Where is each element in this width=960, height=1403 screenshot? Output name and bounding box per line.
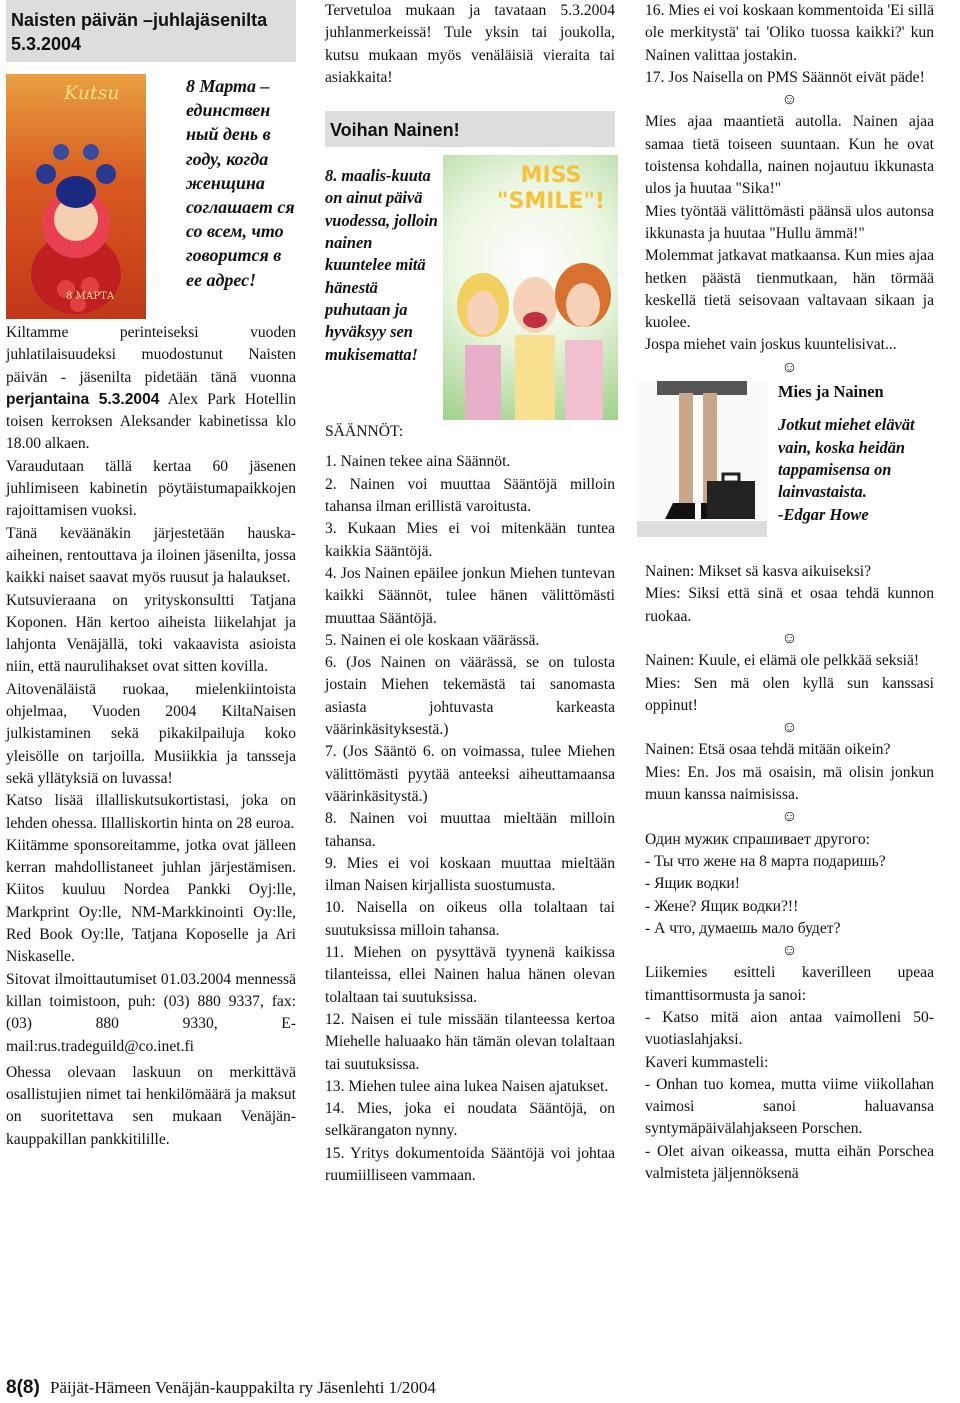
smiley-icon: ☺ <box>781 629 798 647</box>
story-ring <box>645 962 934 1185</box>
story-line: Mies työntää välittömästi päänsä ulos autonsa ikkunasta ja huutaa "Hullu ämmä!" <box>645 202 934 242</box>
russian-quote: 8 Марта – единствен ный день в году, когда женщина соглашает ся со всем, что говорится в ее адрес! <box>186 76 295 290</box>
event-header: Naisten päivän –juhlajäsenilta 5.3.2004 <box>6 0 296 62</box>
rule-item: 1. Nainen tekee aina Säännöt. <box>325 453 511 471</box>
card-caption: 8 МАРТА <box>66 291 115 302</box>
miss-smile-image <box>443 155 618 420</box>
dialog-3 <box>645 739 934 806</box>
rule-item: 15. Yritys dokumentoida Sääntöjä voi johtaa ruumiilliseen vammaan. <box>325 1144 615 1184</box>
quote-title: Mies ja Nainen <box>778 382 884 402</box>
rules-list <box>325 451 615 1187</box>
joke-line: Один мужик спрашивает другого: <box>645 830 870 848</box>
story-pig <box>645 111 934 356</box>
dialog-2 <box>645 650 934 717</box>
joke-line: - Ящик водки! <box>645 875 740 893</box>
page-footer <box>6 1377 436 1399</box>
story-line: Jospa miehet vain joskus kuuntelisivat... <box>645 336 897 354</box>
rule-item: 11. Miehen on pysyttävä tyynenä kaikissa tilanteissa, ellei Nainen halua hänen olevan tolaltaan tai suutuksissa. <box>325 944 615 1006</box>
dialog-line: Mies: En. Jos mä osaisin, mä olisin jonkun muun kanssa naimisissa. <box>645 763 934 804</box>
smiley-icon: ☺ <box>781 91 798 109</box>
rule-16: 16. Mies ei voi koskaan kommentoida 'Ei sillä ole merkitystä' tai 'Oliko tuossa kaikki?' kun Nainen valittaa jostakin. <box>645 2 934 64</box>
rule-item: 7. (Jos Sääntö 6. on voimassa, tulee Miehen välittömästi pyytää anteeksi aiheuttamaansa väärinkäsitystä.) <box>325 743 615 805</box>
invitation-card-image <box>6 74 146 319</box>
businessman-legs-illustration <box>637 381 767 537</box>
rule-item: 3. Kukaan Mies ei voi mitenkään tuntea kaikkia Sääntöjä. <box>325 520 615 560</box>
rule-item: 6. (Jos Nainen on väärässä, se on tulosta jostain Miehen tekemästä tai sanomasta asiasta johtuvasta karkeasta väärinkäsityksestä.) <box>325 654 615 739</box>
dialog-line: Mies: Sen mä olen kyllä sun kanssasi oppinut! <box>645 674 934 714</box>
intro-paragraph: Kiltamme perinteiseksi vuoden juhlatilaisuudeksi muodostunut Naisten päivän - jäsenilta pidetään tänä vuonna perjantaina 5.3.2004 Alex Park Hotellin toisen kerroksen Aleksander kabinetissa klo 18.00 alkaen. <box>6 324 296 453</box>
story-line: - Onhan tuo komea, mutta viime viikollahan vaimosi sanoi haluavansa syntymäpäivälahjakseen Porschen. <box>645 1075 934 1138</box>
page-number: 8(8) <box>6 1377 40 1398</box>
joke-line: - А что, думаешь мало будет? <box>645 919 841 937</box>
joke-line: - Жене? Ящик водки?!! <box>645 897 799 915</box>
dialog-line: Nainen: Etsä osaa tehdä mitään oikein? <box>645 741 891 759</box>
paragraph: Aitovenäläistä ruokaa, mielenkiintoista ohjelmaa, Vuoden 2004 KiltaNaisen julkistaminen sekä pikakilpailuja koko yleisölle on tarjoilla. Musiikkia ja tansseja sekä yllätyksiä on luvassa! <box>6 680 296 787</box>
left-column <box>6 0 296 1151</box>
dialog-line: Nainen: Kuule, ei elämä ole pelkkää seksiä! <box>645 652 920 670</box>
story-line: Kaveri kummasteli: <box>645 1053 769 1071</box>
middle-column <box>325 0 615 1187</box>
legs-briefcase-image <box>637 381 767 537</box>
paragraph: Kiitämme sponsoreitamme, jotka ovat jälleen kerran mahdollistaneet juhlan järjestämisen. Kiitos kuuluu Nordea Pankki Oyj:lle, Markprint Oy:lle, NM-Markkinointi Oy:lle, Red Book Oy:lle, Tatjana Koposelle ja Ari Niskaselle. <box>6 836 296 966</box>
story-line: Molemmat jatkavat matkaansa. Kun mies ajaa hetken päästä tienmutkaan, hän törmää keskellä tietä seisovaan valtavaan sikaan ja kuolee. <box>645 247 934 332</box>
story-line: Mies ajaa maantietä autolla. Nainen ajaa samaa tietä toiseen suuntaan. Kun he ovat toistensa kohdalla, nainen nojautuu ikkunasta ulos ja huutaa "Sika!" <box>645 113 934 198</box>
rule-item: 13. Miehen tulee aina lukea Naisen ajatukset. <box>325 1077 609 1095</box>
dialog-line: Nainen: Mikset sä kasva aikuiseksi? <box>645 563 872 581</box>
smiley-icon: ☺ <box>781 719 798 737</box>
smiley-icon: ☺ <box>781 942 798 960</box>
invitation-block <box>6 74 296 322</box>
quote-block <box>645 379 934 555</box>
paragraph: Kutsuvieraana on yrityskonsultti Tatjana Koponen. Hän kertoo aiheista liikelahjat ja lahjonta Venäjällä, toki vakaavista asioista niin, että naurulihakset ovat sitten kovilla. <box>6 591 296 676</box>
rule-item: 2. Nainen voi muuttaa Sääntöjä milloin tahansa ilman erillistä varoitusta. <box>325 475 615 516</box>
rule-17: 17. Jos Naisella on PMS Säännöt eivät päde! <box>645 68 925 86</box>
card-title: Kutsu <box>64 82 120 104</box>
joke-line: - Ты что жене на 8 марта подаришь? <box>645 852 886 870</box>
story-line: - Olet aivan oikeassa, mutta eihän Porschea valmisteta jäljennöksenä <box>645 1142 934 1183</box>
rule-item: 4. Jos Nainen epäilee jonkun Miehen tuntevan kaikki Säännöt, tulee hänen välittömästi muuttaa Sääntöjä. <box>325 564 615 627</box>
dialog-line: Mies: Siksi että sinä et osaa tehdä kunnon ruokaa. <box>645 585 934 625</box>
miss-smile-block <box>325 155 615 430</box>
matryoshka-dolls-illustration <box>6 74 146 319</box>
story-line: - Katso mitä aion antaa vaimolleni 50-vuotiaslahjaksi. <box>645 1008 934 1049</box>
rule-item: 10. Naisella on oikeus olla tolaltaan tai suutuksissa milloin tahansa. <box>325 899 615 939</box>
smiley-icon: ☺ <box>781 808 798 826</box>
paragraph: Ohessa olevaan laskuun on merkittävä osallistujien nimet tai henkilömäärä ja maksut on suoritettava sen mukaan Venäjänkauppakillan pankkitilille. <box>6 1063 296 1148</box>
quote-text-block <box>778 381 934 526</box>
rule-item: 9. Mies ei voi koskaan muuttaa mieltään ilman Naisen kirjallista suostumusta. <box>325 854 615 895</box>
rule-item: 12. Naisen ei tule missään tilanteessa kertoa Miehelle haluaako hän tämän olevan tolaltaan tai suutuksissa. <box>325 1010 615 1073</box>
quote-author: -Edgar Howe <box>778 504 869 524</box>
dialog-1 <box>645 561 934 628</box>
rule-item: 14. Mies, joka ei noudata Sääntöjä, on selkärangaton nynny. <box>325 1100 615 1140</box>
quote-body: Jotkut miehet elävät vain, koska heidän tappamisensa on lainvastaista. <box>778 415 915 502</box>
right-column <box>645 0 934 1185</box>
rules-title: SÄÄNNÖT: <box>325 423 404 441</box>
paragraph: Sitovat ilmoittautumiset 01.03.2004 mennessä killan toimistoon, puh: (03) 880 9337, fax: (03) 880 9330, E-mail:rus.tradeguild@co.inet.fi <box>6 970 296 1055</box>
footer-text: Päijät-Hämeen Venäjän-kauppakilta ry Jäsenlehti 1/2004 <box>50 1378 436 1397</box>
paragraph: Tänä keväänäkin järjestetään hauska-aiheinen, rentouttava ja iloinen jäsenilta, jossa kaikki naiset saavat myös ruusut ja halaukset. <box>6 524 296 587</box>
march-text: 8. maalis-kuuta on ainut päivä vuodessa, jolloin nainen kuuntelee mitä hänestä puhutaan ja hyväksyy sen mukisematta! <box>325 166 438 364</box>
miss-smile-caption: MISS "SMILE"! <box>497 163 605 215</box>
story-line: Liikemies esitteli kaverilleen upeaa timanttisormusta ja sanoi: <box>645 964 934 1004</box>
left-paragraphs <box>6 456 296 1151</box>
smiley-icon: ☺ <box>781 358 798 376</box>
rule-item: 5. Nainen ei ole koskaan väärässä. <box>325 631 540 649</box>
section-header: Voihan Nainen! <box>325 111 615 147</box>
event-date: perjantaina 5.3.2004 <box>6 390 160 408</box>
paragraph: Katso lisää illalliskutsukortistasi, joka on lehden ohessa. Illalliskortin hinta on 28 euroa. <box>6 792 296 832</box>
paragraph: Varaudutaan tällä kertaa 60 jäsenen juhlimiseen kabinetin pöytäistumapaikkojen rajoittamisen vuoksi. <box>6 457 296 520</box>
welcome-paragraph: Tervetuloa mukaan ja tavataan 5.3.2004 juhlanmerkeissä! Tule yksin tai joukolla, kutsu mukaan myös venäläisiä vieraita tai asiakkaita! <box>325 2 615 86</box>
russian-joke <box>645 829 934 940</box>
rule-item: 8. Nainen voi muuttaa mieltään milloin tahansa. <box>325 810 615 850</box>
